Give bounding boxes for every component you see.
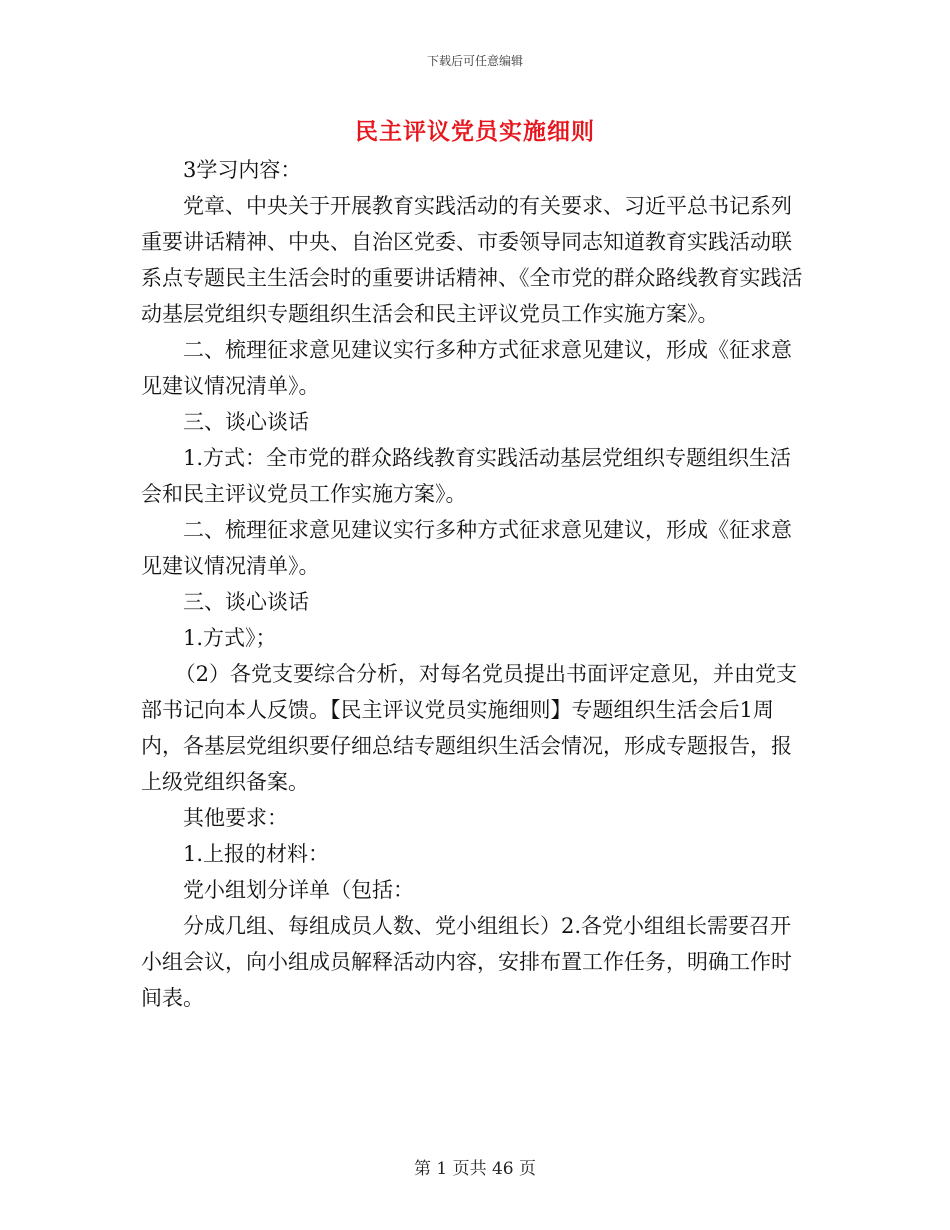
paragraph-method: 1.方式：全市党的群众路线教育实践活动基层党组织专题组织生活会和民主评议党员工作实施方案》。: [141, 446, 792, 506]
paragraph-submitted-materials: 1.上报的材料：: [183, 842, 330, 866]
paragraph-study-content: 党章、中央关于开展教育实践活动的有关要求、习近平总书记系列重要讲话精神、中央、自治区党委、市委领导同志知道教育实践活动联系点专题民主生活会时的重要讲话精神、《全市党的群众路线教育实践活动基层党组织专题组织生活会和民主评议党员工作实施方案》。: [141, 194, 803, 326]
paragraph-group-meeting: 分成几组、每组成员人数、党小组组长）2.各党小组组长需要召开小组会议，向小组成员解释活动内容，安排布置工作任务，明确工作时间表。: [141, 914, 792, 1010]
page-footer: 第 1 页共 46 页: [413, 1159, 537, 1179]
paragraph-heart-talk-heading-repeat: 三、谈心谈话: [183, 590, 309, 614]
paragraph-collect-opinions: 二、梳理征求意见建议实行多种方式征求意见建议，形成《征求意见建议情况清单》。: [141, 338, 792, 398]
paragraph-other-requirements: 其他要求：: [183, 806, 288, 830]
paragraph-heart-talk-heading: 三、谈心谈话: [183, 410, 309, 434]
document-body: [141, 152, 809, 1016]
page-header: 下载后可任意编辑: [426, 54, 523, 68]
paragraph-method-short: 1.方式》；: [183, 626, 277, 650]
paragraph-collect-opinions-repeat: 二、梳理征求意见建议实行多种方式征求意见建议，形成《征求意见建议情况清单》。: [141, 518, 792, 578]
paragraph-branch-analysis: （2）各党支要综合分析，对每名党员提出书面评定意见，并由党支部书记向本人反馈。【民主评议党员实施细则】专题组织生活会后1周内，各基层党组织要仔细总结专题组织生活会情况，形成专题报告，报上级党组织备案。: [141, 662, 797, 794]
paragraph-group-list: 党小组划分详单（包括：: [183, 878, 414, 902]
paragraph-study-content-heading: 3学习内容：: [183, 158, 302, 182]
document-title: 民主评议党员实施细则: [355, 118, 595, 145]
